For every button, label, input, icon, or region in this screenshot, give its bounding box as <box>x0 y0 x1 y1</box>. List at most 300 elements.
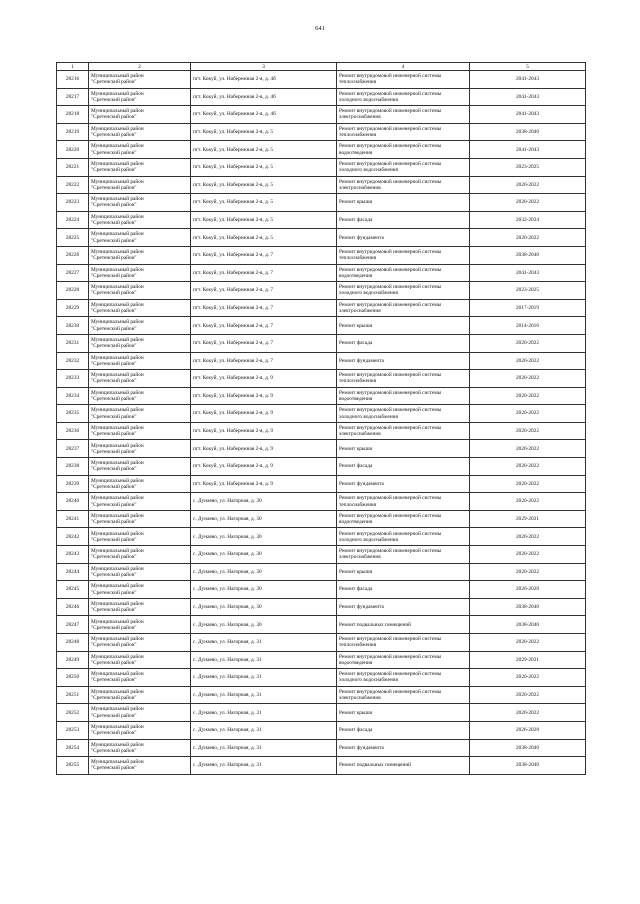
address-cell: с. Дунаево, ул. Нагорная, д. 31 <box>191 651 337 669</box>
municipality-cell-line: Муниципальный район <box>91 565 144 572</box>
municipality-cell-line: Муниципальный район <box>91 143 144 150</box>
work-type-cell <box>337 405 470 423</box>
municipality-cell-line: Муниципальный район <box>91 636 144 643</box>
work-type-cell-line: теплоснабжения <box>339 501 377 508</box>
period-cell: 2038-2040 <box>470 739 586 757</box>
work-type-cell-line: теплоснабжения <box>339 79 377 86</box>
address-cell: пгт. Кокуй, ул. Набережная 2-я, д. 4б <box>191 88 337 106</box>
municipality-cell <box>89 422 191 440</box>
municipality-cell <box>89 757 191 775</box>
municipality-cell-line: "Сретенский район" <box>91 413 137 420</box>
municipality-cell <box>89 158 191 176</box>
row-number: 28231 <box>57 334 89 352</box>
period-cell: 2014-2016 <box>470 317 586 335</box>
municipality-cell <box>89 493 191 511</box>
municipality-cell-line: "Сретенский район" <box>91 501 137 508</box>
municipality-cell-line: Муниципальный район <box>91 301 144 308</box>
municipality-cell-line: "Сретенский район" <box>91 659 137 666</box>
work-type-cell-line: водоотведения <box>339 659 373 666</box>
row-number: 28235 <box>57 405 89 423</box>
row-number: 28219 <box>57 123 89 141</box>
municipality-cell-line: Муниципальный район <box>91 741 144 748</box>
work-type-cell-line: Ремонт внутридомовой инженерной системы <box>339 389 442 396</box>
work-type-cell-line: теплоснабжения <box>339 378 377 385</box>
municipality-cell-line: "Сретенский район" <box>91 325 137 332</box>
municipality-cell <box>89 704 191 722</box>
row-number: 28246 <box>57 598 89 616</box>
work-type-cell-line: теплоснабжения <box>339 132 377 139</box>
table-row <box>57 739 586 757</box>
work-type-cell <box>337 246 470 264</box>
work-type-cell-line: холодного водоснабжения <box>339 96 398 103</box>
address-cell: пгт. Кокуй, ул. Набережная 2-я, д. 7 <box>191 299 337 317</box>
row-number: 28255 <box>57 757 89 775</box>
row-number: 28224 <box>57 211 89 229</box>
table-row <box>57 123 586 141</box>
work-type-cell-line: электроснабжения <box>339 695 381 702</box>
work-type-cell-line: водоотведения <box>339 149 373 156</box>
municipality-cell <box>89 581 191 599</box>
period-cell: 2026-2028 <box>470 581 586 599</box>
work-type-cell-line: Ремонт внутридомовой инженерной системы <box>339 125 442 132</box>
row-number: 28217 <box>57 88 89 106</box>
row-number: 28250 <box>57 669 89 687</box>
work-type-cell-line: электроснабжения <box>339 554 381 561</box>
municipality-cell-line: Муниципальный район <box>91 618 144 625</box>
municipality-cell <box>89 634 191 652</box>
address-cell: пгт. Кокуй, ул. Набережная 2-я, д. 9 <box>191 405 337 423</box>
period-cell: 2041-2043 <box>470 264 586 282</box>
municipality-cell-line: Муниципальный район <box>91 372 144 379</box>
address-cell: пгт. Кокуй, ул. Набережная 2-я, д. 5 <box>191 194 337 212</box>
table-row <box>57 106 586 124</box>
municipality-cell-line: "Сретенский район" <box>91 290 137 297</box>
municipality-cell-line: "Сретенский район" <box>91 395 137 402</box>
table-row <box>57 422 586 440</box>
work-type-cell <box>337 158 470 176</box>
table-row <box>57 211 586 229</box>
address-cell: пгт. Кокуй, ул. Набережная 2-я, д. 9 <box>191 440 337 458</box>
row-number: 28233 <box>57 370 89 388</box>
period-cell: 2041-2043 <box>470 88 586 106</box>
period-cell: 2020-2022 <box>470 229 586 247</box>
period-cell: 2020-2022 <box>470 352 586 370</box>
work-type-cell <box>337 71 470 89</box>
work-type-cell-line: холодного водоснабжения <box>339 413 398 420</box>
period-cell: 2038-2040 <box>470 123 586 141</box>
row-number: 28244 <box>57 563 89 581</box>
municipality-cell-line: Муниципальный район <box>91 442 144 449</box>
work-type-cell-line: Ремонт внутридомовой инженерной системы <box>339 671 442 678</box>
address-cell: пгт. Кокуй, ул. Набережная 2-я, д. 7 <box>191 352 337 370</box>
work-type-cell-line: холодного водоснабжения <box>339 290 398 297</box>
municipality-cell <box>89 616 191 634</box>
period-cell: 2029-2031 <box>470 651 586 669</box>
work-type-cell-line: Ремонт подвальных помещений <box>339 762 411 769</box>
work-type-cell-line: Ремонт внутридомовой инженерной системы <box>339 530 442 537</box>
period-cell: 2029-2031 <box>470 510 586 528</box>
table-row <box>57 651 586 669</box>
municipality-cell-line: Муниципальный район <box>91 231 144 238</box>
work-type-cell-line: электроснабжения <box>339 308 381 315</box>
address-cell: с. Дунаево, ул. Нагорная, д. 30 <box>191 510 337 528</box>
table-row <box>57 475 586 493</box>
column-header: 5 <box>470 63 586 71</box>
address-cell: с. Дунаево, ул. Нагорная, д. 31 <box>191 704 337 722</box>
table-row <box>57 686 586 704</box>
table-row <box>57 721 586 739</box>
municipality-cell-line: "Сретенский район" <box>91 483 137 490</box>
row-number: 28248 <box>57 634 89 652</box>
period-cell: 2026-2028 <box>470 721 586 739</box>
period-cell: 2023-2025 <box>470 282 586 300</box>
table-row <box>57 88 586 106</box>
municipality-cell <box>89 317 191 335</box>
municipality-cell-line: Муниципальный район <box>91 424 144 431</box>
work-type-cell-line: электроснабжения <box>339 114 381 121</box>
period-cell: 2020-2022 <box>470 176 586 194</box>
work-type-cell <box>337 546 470 564</box>
row-number: 28222 <box>57 176 89 194</box>
municipality-cell-line: Муниципальный район <box>91 90 144 97</box>
work-type-cell-line: Ремонт внутридомовой инженерной системы <box>339 407 442 414</box>
municipality-cell <box>89 510 191 528</box>
municipality-cell-line: "Сретенский район" <box>91 642 137 649</box>
row-number: 28254 <box>57 739 89 757</box>
municipality-cell-line: Муниципальный район <box>91 161 144 168</box>
work-type-cell-line: Ремонт внутридомовой инженерной системы <box>339 249 442 256</box>
municipality-cell-line: Муниципальный район <box>91 337 144 343</box>
municipality-cell <box>89 598 191 616</box>
address-cell: пгт. Кокуй, ул. Набережная 2-я, д. 9 <box>191 370 337 388</box>
column-header: 3 <box>191 63 337 71</box>
period-cell: 2020-2022 <box>470 458 586 476</box>
municipality-cell-line: Муниципальный район <box>91 724 144 731</box>
municipality-cell <box>89 352 191 370</box>
row-number: 28236 <box>57 422 89 440</box>
municipality-cell-line: "Сретенский район" <box>91 237 137 244</box>
table-header <box>57 63 586 71</box>
period-cell: 2038-2040 <box>470 757 586 775</box>
work-type-cell-line: электроснабжения <box>339 431 381 438</box>
table-row <box>57 510 586 528</box>
row-number: 28240 <box>57 493 89 511</box>
row-number: 28218 <box>57 106 89 124</box>
column-header: 4 <box>337 63 470 71</box>
municipality-cell-line: Муниципальный район <box>91 319 144 326</box>
work-type-cell-line: холодного водоснабжения <box>339 536 398 543</box>
period-cell: 2020-2022 <box>470 387 586 405</box>
table-row <box>57 440 586 458</box>
municipality-cell-line: "Сретенский район" <box>91 79 137 86</box>
work-type-cell-line: Ремонт фасада <box>339 463 373 470</box>
municipality-cell-line: "Сретенский район" <box>91 132 137 139</box>
address-cell: пгт. Кокуй, ул. Набережная 2-я, д. 4б <box>191 71 337 89</box>
municipality-cell-line: "Сретенский район" <box>91 571 137 578</box>
row-number: 28249 <box>57 651 89 669</box>
table-row <box>57 334 586 352</box>
row-number: 28245 <box>57 581 89 599</box>
municipality-cell-line: "Сретенский район" <box>91 448 137 455</box>
municipality-cell <box>89 141 191 159</box>
period-cell: 2020-2022 <box>470 493 586 511</box>
period-cell: 2020-2022 <box>470 563 586 581</box>
municipality-cell-line: Муниципальный район <box>91 196 144 203</box>
municipality-cell-line: "Сретенский район" <box>91 96 137 103</box>
work-type-cell-line: Ремонт фундамента <box>339 234 384 241</box>
municipality-cell-line: "Сретенский район" <box>91 765 137 772</box>
address-cell: пгт. Кокуй, ул. Набережная 2-я, д. 5 <box>191 141 337 159</box>
municipality-cell-line: Муниципальный район <box>91 213 144 220</box>
municipality-cell-line: Муниципальный район <box>91 389 144 396</box>
period-cell: 2020-2022 <box>470 194 586 212</box>
municipality-cell-line: Муниципальный район <box>91 125 144 132</box>
municipality-cell-line: Муниципальный район <box>91 530 144 537</box>
work-type-cell-line: водоотведения <box>339 395 373 402</box>
period-cell: 2020-2022 <box>470 334 586 352</box>
row-number: 28243 <box>57 546 89 564</box>
address-cell: пгт. Кокуй, ул. Набережная 2-я, д. 5 <box>191 176 337 194</box>
row-number: 28251 <box>57 686 89 704</box>
period-cell: 2038-2040 <box>470 598 586 616</box>
address-cell: с. Дунаево, ул. Нагорная, д. 31 <box>191 739 337 757</box>
municipality-cell-line: "Сретенский район" <box>91 624 137 631</box>
period-cell: 2020-2022 <box>470 422 586 440</box>
table-row <box>57 264 586 282</box>
address-cell: с. Дунаево, ул. Нагорная, д. 31 <box>191 669 337 687</box>
row-number: 28232 <box>57 352 89 370</box>
row-number: 28223 <box>57 194 89 212</box>
row-number: 28239 <box>57 475 89 493</box>
address-cell: с. Дунаево, ул. Нагорная, д. 31 <box>191 634 337 652</box>
work-type-cell-line: Ремонт внутридомовой инженерной системы <box>339 548 442 555</box>
municipality-cell-line: Муниципальный район <box>91 73 144 80</box>
period-cell: 2020-2022 <box>470 669 586 687</box>
table-row <box>57 282 586 300</box>
work-type-cell <box>337 88 470 106</box>
municipality-cell-line: Муниципальный район <box>91 249 144 256</box>
row-number: 28228 <box>57 282 89 300</box>
column-header: 2 <box>89 63 191 71</box>
table-row <box>57 194 586 212</box>
address-cell: с. Дунаево, ул. Нагорная, д. 30 <box>191 581 337 599</box>
table-row <box>57 158 586 176</box>
table-row <box>57 370 586 388</box>
work-type-cell-line: Ремонт внутридомовой инженерной системы <box>339 108 442 115</box>
municipality-cell-line: Муниципальный район <box>91 583 144 590</box>
municipality-cell-line: "Сретенский район" <box>91 730 137 737</box>
municipality-cell-line: Муниципальный район <box>91 460 144 467</box>
work-type-cell <box>337 211 470 229</box>
work-type-cell-line: Ремонт внутридомовой инженерной системы <box>339 653 442 660</box>
row-number: 28216 <box>57 71 89 89</box>
address-cell: с. Дунаево, ул. Нагорная, д. 30 <box>191 528 337 546</box>
page-number: 641 <box>315 25 325 32</box>
work-type-cell <box>337 264 470 282</box>
municipality-cell-line: "Сретенский район" <box>91 519 137 526</box>
row-number: 28252 <box>57 704 89 722</box>
period-cell: 2020-2022 <box>470 686 586 704</box>
work-type-cell <box>337 334 470 352</box>
work-type-cell-line: Ремонт внутридомовой инженерной системы <box>339 143 442 150</box>
address-cell: пгт. Кокуй, ул. Набережная 2-я, д. 9 <box>191 458 337 476</box>
row-number: 28242 <box>57 528 89 546</box>
table-row <box>57 71 586 89</box>
address-cell: с. Дунаево, ул. Нагорная, д. 31 <box>191 721 337 739</box>
table-row <box>57 704 586 722</box>
municipality-cell <box>89 387 191 405</box>
municipality-cell-line: Муниципальный район <box>91 600 144 607</box>
municipality-cell-line: "Сретенский район" <box>91 431 137 438</box>
municipality-cell <box>89 686 191 704</box>
municipality-cell <box>89 440 191 458</box>
municipality-cell-line: "Сретенский район" <box>91 554 137 561</box>
table-row <box>57 458 586 476</box>
municipality-cell-line: "Сретенский район" <box>91 677 137 684</box>
registry-table <box>56 62 586 775</box>
municipality-cell <box>89 123 191 141</box>
work-type-cell <box>337 686 470 704</box>
work-type-cell <box>337 669 470 687</box>
address-cell: с. Дунаево, ул. Нагорная, д. 30 <box>191 616 337 634</box>
row-number: 28229 <box>57 299 89 317</box>
period-cell: 2020-2022 <box>470 405 586 423</box>
row-number: 28253 <box>57 721 89 739</box>
municipality-cell <box>89 211 191 229</box>
work-type-cell-line: Ремонт внутридомовой инженерной системы <box>339 266 442 273</box>
row-number: 28247 <box>57 616 89 634</box>
municipality-cell-line: "Сретенский район" <box>91 536 137 543</box>
period-cell: 2041-2043 <box>470 106 586 124</box>
municipality-cell <box>89 739 191 757</box>
municipality-cell-line: "Сретенский район" <box>91 272 137 279</box>
municipality-cell-line: "Сретенский район" <box>91 466 137 473</box>
address-cell: пгт. Кокуй, ул. Набережная 2-я, д. 9 <box>191 422 337 440</box>
municipality-cell-line: "Сретенский район" <box>91 747 137 754</box>
municipality-cell <box>89 264 191 282</box>
work-type-cell <box>337 704 470 722</box>
period-cell: 2020-2022 <box>470 440 586 458</box>
work-type-cell-line: Ремонт фундамента <box>339 744 384 751</box>
work-type-cell <box>337 141 470 159</box>
municipality-cell-line: Муниципальный район <box>91 284 144 291</box>
row-number: 28227 <box>57 264 89 282</box>
work-type-cell-line: Ремонт внутридомовой инженерной системы <box>339 284 442 291</box>
table-row <box>57 546 586 564</box>
period-cell: 2017-2019 <box>470 299 586 317</box>
work-type-cell-line: Ремонт фасада <box>339 586 373 593</box>
municipality-cell-line: Муниципальный район <box>91 178 144 185</box>
table-row <box>57 246 586 264</box>
work-type-cell-line: Ремонт фундамента <box>339 480 384 487</box>
table-row <box>57 757 586 775</box>
work-type-cell <box>337 563 470 581</box>
period-cell: 2038-2040 <box>470 246 586 264</box>
work-type-cell-line: Ремонт внутридомовой инженерной системы <box>339 512 442 519</box>
period-cell: 2041-2043 <box>470 71 586 89</box>
municipality-cell-line: "Сретенский район" <box>91 184 137 191</box>
municipality-cell-line: "Сретенский район" <box>91 589 137 596</box>
municipality-cell-line: Муниципальный район <box>91 688 144 695</box>
address-cell: пгт. Кокуй, ул. Набережная 2-я, д. 5 <box>191 211 337 229</box>
period-cell: 2041-2043 <box>470 141 586 159</box>
work-type-cell <box>337 510 470 528</box>
municipality-cell-line: "Сретенский район" <box>91 695 137 702</box>
municipality-cell-line: Муниципальный район <box>91 512 144 519</box>
address-cell: пгт. Кокуй, ул. Набережная 2-я, д. 5 <box>191 123 337 141</box>
address-cell: с. Дунаево, ул. Нагорная, д. 30 <box>191 493 337 511</box>
work-type-cell <box>337 299 470 317</box>
table-row <box>57 634 586 652</box>
work-type-cell <box>337 528 470 546</box>
municipality-cell <box>89 669 191 687</box>
work-type-cell-line: Ремонт внутридомовой инженерной системы <box>339 178 442 185</box>
table-row <box>57 141 586 159</box>
address-cell: пгт. Кокуй, ул. Набережная 2-я, д. 7 <box>191 317 337 335</box>
work-type-cell <box>337 634 470 652</box>
work-type-cell <box>337 176 470 194</box>
municipality-cell <box>89 405 191 423</box>
address-cell: пгт. Кокуй, ул. Набережная 2-я, д. 7 <box>191 264 337 282</box>
municipality-cell <box>89 563 191 581</box>
period-cell: 2023-2025 <box>470 158 586 176</box>
municipality-cell-line: "Сретенский район" <box>91 360 137 367</box>
work-type-cell-line: водоотведения <box>339 519 373 526</box>
work-type-cell-line: Ремонт внутридомовой инженерной системы <box>339 372 442 379</box>
municipality-cell <box>89 334 191 352</box>
work-type-cell-line: водоотведения <box>339 272 373 279</box>
work-type-cell-line: Ремонт крыши <box>339 322 373 329</box>
municipality-cell-line: Муниципальный район <box>91 108 144 115</box>
column-header: 1 <box>57 63 89 71</box>
period-cell: 2038-2040 <box>470 616 586 634</box>
table-row <box>57 229 586 247</box>
municipality-cell-line: Муниципальный район <box>91 653 144 660</box>
municipality-cell-line: "Сретенский район" <box>91 167 137 174</box>
row-number: 28237 <box>57 440 89 458</box>
work-type-cell-line: Ремонт внутридомовой инженерной системы <box>339 688 442 695</box>
address-cell: с. Дунаево, ул. Нагорная, д. 30 <box>191 598 337 616</box>
work-type-cell-line: Ремонт фасада <box>339 216 373 223</box>
work-type-cell <box>337 317 470 335</box>
work-type-cell-line: Ремонт внутридомовой инженерной системы <box>339 424 442 431</box>
address-cell: пгт. Кокуй, ул. Набережная 2-я, д. 9 <box>191 387 337 405</box>
table-row <box>57 598 586 616</box>
work-type-cell-line: Ремонт подвальных помещений <box>339 621 411 628</box>
work-type-cell-line: Ремонт крыши <box>339 445 373 452</box>
municipality-cell <box>89 528 191 546</box>
work-type-cell <box>337 352 470 370</box>
municipality-cell-line: Муниципальный район <box>91 266 144 273</box>
municipality-cell <box>89 71 191 89</box>
municipality-cell <box>89 651 191 669</box>
period-cell: 2020-2022 <box>470 475 586 493</box>
address-cell: пгт. Кокуй, ул. Набережная 2-я, д. 7 <box>191 282 337 300</box>
municipality-cell-line: Муниципальный район <box>91 706 144 713</box>
work-type-cell-line: Ремонт фундамента <box>339 357 384 364</box>
municipality-cell-line: "Сретенский район" <box>91 607 137 614</box>
table-row <box>57 405 586 423</box>
municipality-cell <box>89 176 191 194</box>
period-cell: 2020-2022 <box>470 546 586 564</box>
address-cell: пгт. Кокуй, ул. Набережная 2-я, д. 5 <box>191 158 337 176</box>
row-number: 28221 <box>57 158 89 176</box>
table-row <box>57 493 586 511</box>
municipality-cell <box>89 721 191 739</box>
work-type-cell <box>337 387 470 405</box>
municipality-cell-line: "Сретенский район" <box>91 712 137 719</box>
table-row <box>57 387 586 405</box>
